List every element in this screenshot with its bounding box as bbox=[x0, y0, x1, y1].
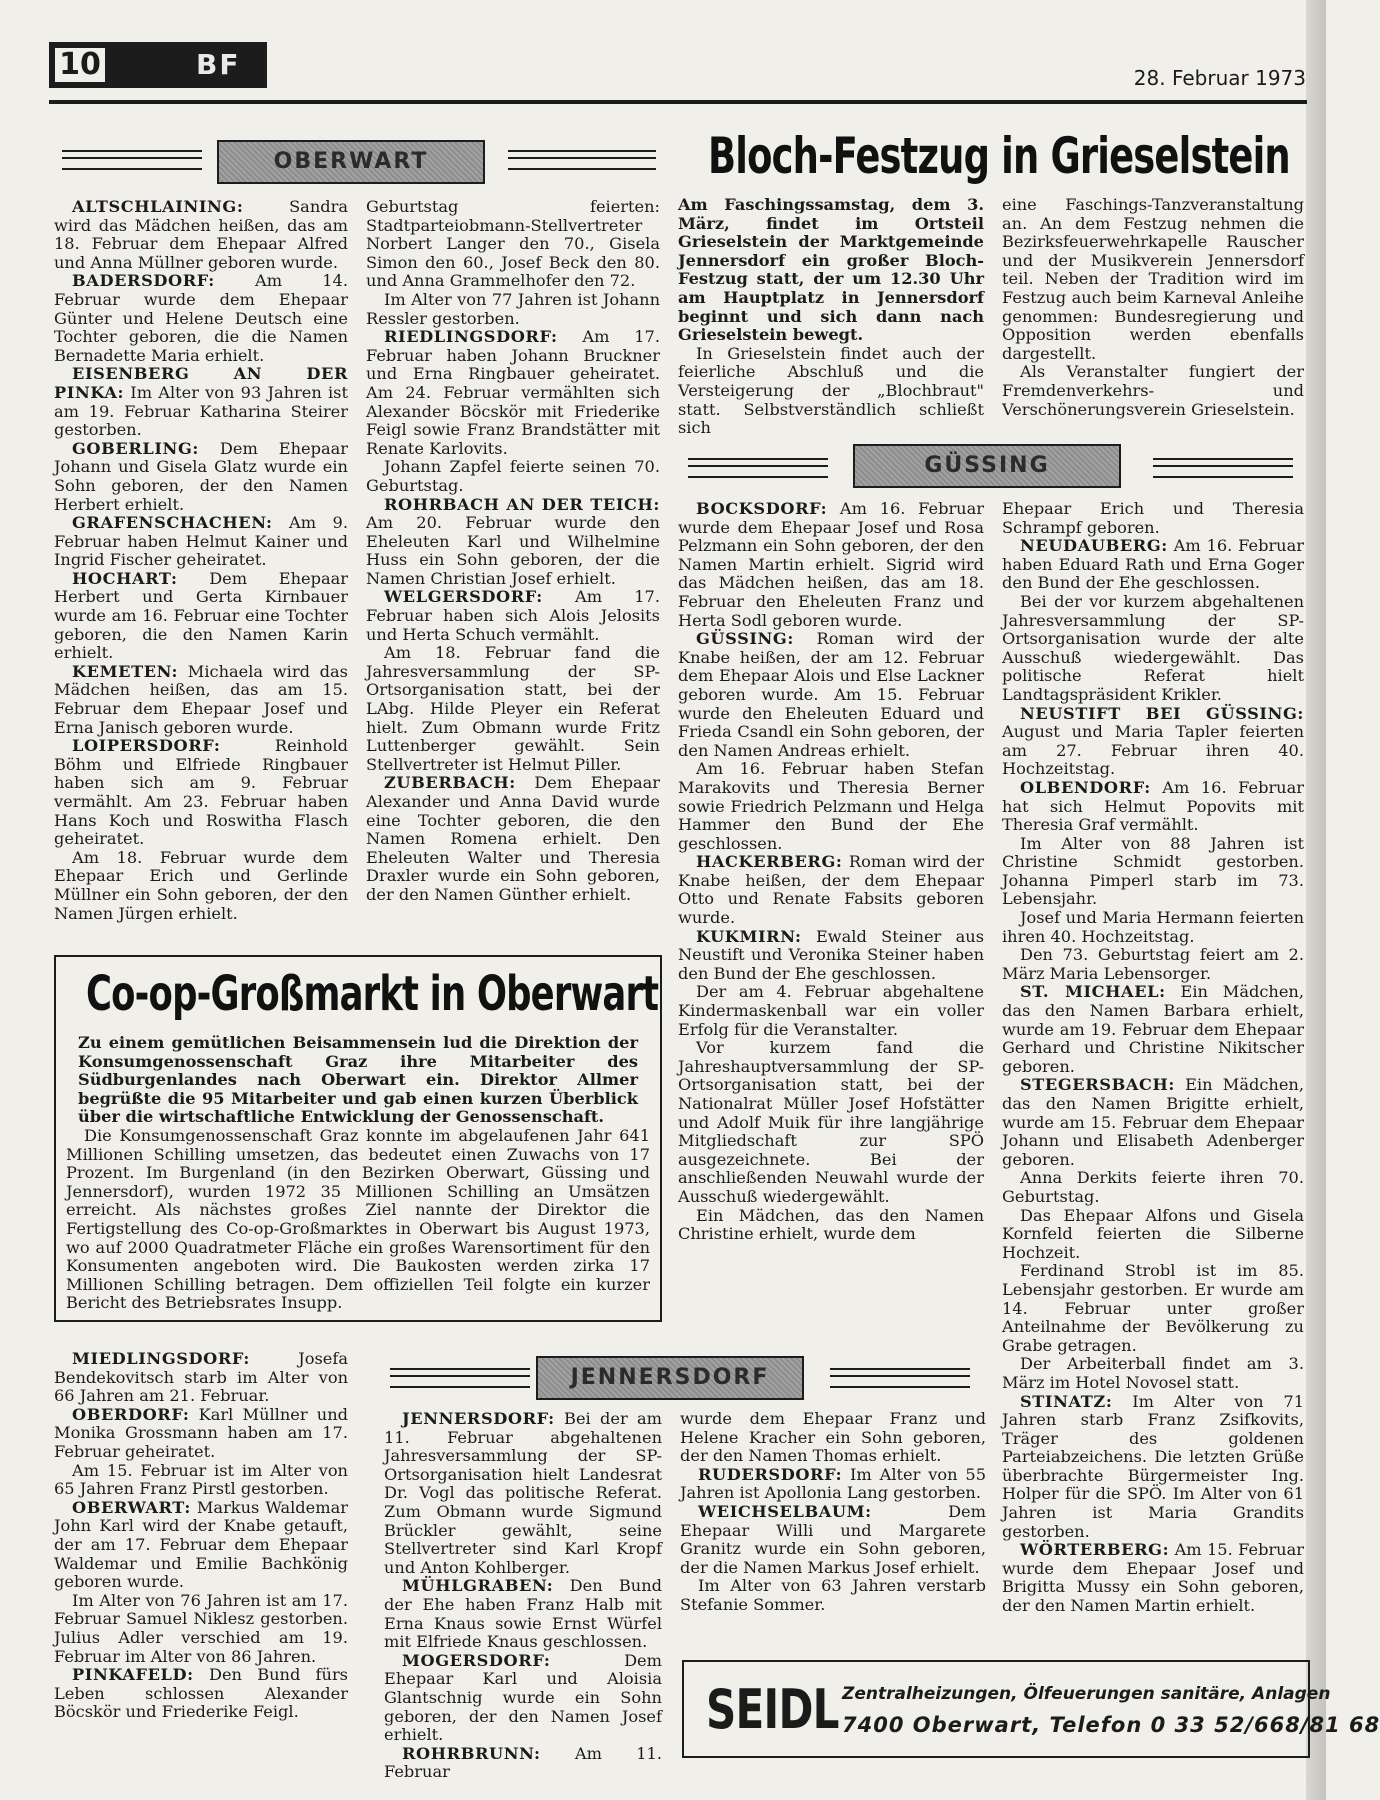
place-name: MIEDLINGSDORF: bbox=[72, 1349, 251, 1368]
bloch-paragraph: eine Faschings-Tanzveranstaltung an. An dem Festzug nehmen die Bezirksfeuerwehrkapelle Rauscher und der Musikverein Jennersdorf teil. Neben der Tradition wird im Festzug auch beim Karneval Anleihe genommen: Bundesregierung und Opposition werden ebenfalls dargestellt. bbox=[1002, 195, 1304, 363]
news-item bbox=[54, 198, 348, 272]
place-name: WELGERSDORF: bbox=[384, 587, 543, 607]
news-item bbox=[678, 983, 984, 1039]
place-name: ST. MICHAEL: bbox=[1020, 982, 1166, 1002]
news-item bbox=[1002, 1355, 1304, 1392]
column-oberwart-3 bbox=[54, 1350, 348, 1722]
news-item bbox=[1002, 946, 1304, 983]
section-rule-right bbox=[830, 1368, 970, 1388]
news-text: Vor kurzem fand die Jahreshauptversammlung der SP-Ortsorganisation statt, bei der Nationalrat Müller Josef Hofstätter und Adolf Muik für ihre langjährige Mitgliedschaft zur SPÖ ausgezeichnete. Bei der anschließenden Neuwahl wurde der Ausschuß wiedergewählt. bbox=[678, 1038, 984, 1206]
news-item bbox=[366, 458, 660, 495]
news-text: Roman wird der Knabe heißen, der am 12. Februar dem Ehepaar Alois und Else Lackner geboren wurde. Am 15. Februar wurde den Eheleuten Eduard und Frieda Csandl ein Sohn geboren, der den Namen Andreas erhielt. bbox=[678, 629, 984, 760]
news-item bbox=[366, 774, 660, 904]
news-item bbox=[54, 514, 348, 570]
place-name: WÖRTERBERG: bbox=[1020, 1540, 1170, 1560]
news-item bbox=[384, 1652, 662, 1745]
news-text: Ein Mädchen, das den Namen Brigitte erhielt, wurde am 15. Februar dem Ehepaar Johann und Elisabeth Adenberger geboren. bbox=[1002, 1075, 1304, 1169]
header-rule bbox=[49, 100, 1307, 104]
news-text: Geburtstag feierten: Stadtparteiobmann-Stellvertreter Norbert Langer den 70., Gisela Simon den 60., Josef Beck den 80. und Anna Grammelhofer den 72. bbox=[366, 197, 660, 291]
news-text: Den 73. Geburtstag feiert am 2. März Maria Lebensorger. bbox=[1002, 945, 1304, 983]
news-item bbox=[678, 760, 984, 853]
news-item bbox=[384, 1577, 662, 1651]
news-item bbox=[54, 365, 348, 439]
news-item bbox=[54, 1666, 348, 1722]
news-text: Ferdinand Strobl ist im 85. Lebensjahr gestorben. Er wurde am 14. Februar unter großer Anteilnahme der Bevölkerung zu Grabe getragen. bbox=[1002, 1261, 1304, 1355]
news-item bbox=[54, 737, 348, 849]
news-text: Den Bund fürs Leben schlossen Alexander Böcskör und Friederike Feigl. bbox=[54, 1665, 348, 1722]
news-item bbox=[678, 1039, 984, 1206]
news-text: Josef und Maria Hermann feierten ihren 40. Hochzeitstag. bbox=[1002, 908, 1304, 946]
place-name: GRAFENSCHACHEN: bbox=[72, 513, 273, 533]
issue-date: 28. Februar 1973 bbox=[1133, 66, 1306, 90]
news-item bbox=[678, 928, 984, 984]
news-item bbox=[680, 1503, 986, 1577]
news-text: Ein Mädchen, das den Namen Christine erhielt, wurde dem bbox=[678, 1205, 984, 1244]
column-oberwart-1 bbox=[54, 198, 348, 923]
section-rule-left bbox=[390, 1368, 530, 1388]
section-code: BF bbox=[196, 48, 241, 81]
bloch-article-right bbox=[1002, 196, 1304, 419]
place-name: OBERWART: bbox=[72, 1497, 191, 1517]
news-item bbox=[54, 1592, 348, 1666]
headline-bloch-festzug: Bloch-Festzug in Grieselstein bbox=[708, 127, 1290, 185]
bloch-paragraph: Als Veranstalter fungiert der Fremdenverkehrs- und Verschönerungsverein Grieselstein. bbox=[1002, 362, 1304, 419]
news-text: Am 15. Februar ist im Alter von 65 Jahren Franz Pirstl gestorben. bbox=[54, 1460, 348, 1499]
place-name: HOCHART: bbox=[72, 568, 178, 588]
place-name: BOCKSDORF: bbox=[696, 499, 828, 518]
news-text: Am 16. Februar hat sich Helmut Popovits mit Theresia Graf vermählt. bbox=[1002, 777, 1304, 835]
news-text: Anna Derkits feierte ihren 70. Geburtstag. bbox=[1002, 1168, 1304, 1206]
news-item bbox=[678, 853, 984, 927]
column-guessing-2 bbox=[1002, 500, 1304, 1616]
news-text: Ewald Steiner aus Neustift und Veronika Steiner haben den Bund der Ehe geschlossen. bbox=[678, 926, 984, 983]
news-text: Im Alter von 88 Jahren ist Christine Schmidt gestorben. Johanna Pimperl starb im 73. Lebensjahr. bbox=[1002, 833, 1304, 909]
news-item bbox=[366, 588, 660, 644]
news-item bbox=[680, 1577, 986, 1614]
coop-lead: Zu einem gemütlichen Beisammensein lud die Direktion der Konsumgenossenschaft Graz ihre Mitarbeiter des Südburgenlandes nach Oberwart ein. Direktor Allmer begrüßte die 95 Mitarbeiter und gab einen kurzen Überblick über die wirtschaftliche Entwicklung der Genossenschaft. bbox=[78, 1033, 638, 1127]
news-text: Das Ehepaar Alfons und Gisela Kornfeld feierten die Silberne Hochzeit. bbox=[1002, 1205, 1304, 1262]
news-item bbox=[1002, 909, 1304, 946]
news-text: Der am 4. Februar abgehaltene Kindermaskenball war ein voller Erfolg für die Veranstalter. bbox=[678, 982, 984, 1039]
news-text: Dem Ehepaar Herbert und Gerta Kirnbauer wurde am 16. Februar eine Tochter geboren, die den Namen Karin erhielt. bbox=[54, 568, 348, 663]
page-number: 10 bbox=[53, 46, 107, 84]
news-item bbox=[54, 440, 348, 514]
news-text: Im Alter von 93 Jahren ist am 19. Februar Katharina Steirer gestorben. bbox=[54, 382, 348, 440]
news-text: Johann Zapfel feierte seinen 70. Geburtstag. bbox=[366, 457, 660, 495]
bloch-paragraph: In Grieselstein findet auch der feierliche Abschluß und die Versteigerung der „Blochbraut" statt. Selbstverständlich schließt sich bbox=[678, 343, 984, 438]
news-text: Am 20. Februar wurde den Eheleuten Karl und Wilhelmine Huss ein Sohn geboren, der die Namen Christian Josef erhielt. bbox=[366, 513, 660, 588]
news-text: Im Alter von 63 Jahren verstarb Stefanie Sommer. bbox=[680, 1576, 986, 1614]
news-item bbox=[366, 496, 660, 589]
news-item bbox=[54, 663, 348, 737]
section-rule-left bbox=[688, 458, 828, 478]
news-text: Sandra wird das Mädchen heißen, das am 18. Februar dem Ehepaar Alfred und Anna Müllner geboren wurde. bbox=[54, 197, 348, 272]
news-text: Am 16. Februar wurde dem Ehepaar Josef und Rosa Pelzmann ein Sohn geboren, der den Namen Martin erhielt. Sigrid wird das Mädchen heißen, das am 18. Februar den Eheleuten Franz und Herta Sodl geboren wurde. bbox=[678, 499, 984, 630]
news-item bbox=[366, 291, 660, 328]
news-item bbox=[366, 328, 660, 458]
news-item bbox=[1002, 983, 1304, 1076]
news-text: Am 16. Februar haben Eduard Rath und Erna Goger den Bund der Ehe geschlossen. bbox=[1002, 536, 1304, 593]
news-item bbox=[678, 500, 984, 630]
column-guessing-1 bbox=[678, 500, 984, 1244]
column-oberwart-2 bbox=[366, 198, 660, 905]
news-text: Am 16. Februar haben Stefan Marakovits und Theresia Berner sowie Friedrich Pelzmann und Helga Hammer den Bund der Ehe geschlossen. bbox=[678, 759, 984, 853]
place-name: MOGERSDORF: bbox=[402, 1650, 551, 1670]
news-text: Am 18. Februar fand die Jahresversammlung der SP-Ortsorganisation statt, bei der LAbg. Hilde Pleyer ein Referat hielt. Zum Obmann wurde Fritz Luttenberger gewählt. Sein Stellvertreter ist Helmut Piller. bbox=[366, 643, 660, 774]
bloch-article-left bbox=[678, 196, 984, 438]
news-text: Im Alter von 76 Jahren ist am 17. Februar Samuel Niklesz gestorben. Julius Adler verschied am 19. Februar im Alter von 86 Jahren. bbox=[54, 1590, 348, 1666]
news-text: Ehepaar Erich und Theresia Schrampf geboren. bbox=[1002, 499, 1304, 537]
news-item bbox=[1002, 705, 1304, 779]
news-item bbox=[54, 849, 348, 923]
place-name: NEUDAUBERG: bbox=[1020, 536, 1168, 556]
column-jennersdorf-2 bbox=[680, 1410, 986, 1615]
section-rule-right bbox=[508, 150, 656, 170]
place-name: MÜHLGRABEN: bbox=[402, 1576, 554, 1596]
news-item bbox=[54, 1462, 348, 1499]
news-text: Am 15. Februar wurde dem Ehepaar Josef und Brigitta Mussy ein Sohn geboren, der den Namen Martin erhielt. bbox=[1002, 1540, 1304, 1616]
news-item bbox=[678, 1207, 984, 1244]
news-text: Markus Waldemar John Karl wird der Knabe getauft, der am 17. Februar dem Ehepaar Waldemar und Emilie Bachkönig geboren wurde. bbox=[54, 1497, 348, 1592]
news-text: Ein Mädchen, das den Namen Barbara erhielt, wurde am 19. Februar dem Ehepaar Gerhard und Christine Nikitscher geboren. bbox=[1002, 982, 1304, 1076]
place-name: NEUSTIFT BEI GÜSSING: bbox=[1020, 703, 1304, 723]
news-text: Dem Ehepaar Johann und Gisela Glatz wurde ein Sohn geboren, der den Namen Herbert erhielt. bbox=[54, 438, 348, 514]
place-name: RIEDLINGSDORF: bbox=[384, 327, 558, 347]
seidl-services: Zentralheizungen, Ölfeuerungen sanitäre, Anlagen bbox=[842, 1684, 1331, 1704]
news-item bbox=[366, 198, 660, 291]
news-item bbox=[54, 570, 348, 663]
news-item bbox=[1002, 1207, 1304, 1263]
bloch-lead: Am Faschingssamstag, dem 3. März, findet im Ortsteil Grieselstein der Marktgemeinde Jennersdorf ein großer Bloch-Festzug statt, der um 12.30 Uhr am Hauptplatz in Jennersdorf beginnt und sich dann nach Grieselstein bewegt. bbox=[678, 195, 984, 345]
news-item bbox=[54, 272, 348, 365]
place-name: WEICHSELBAUM: bbox=[698, 1501, 872, 1521]
section-label-guessing: GÜSSING bbox=[853, 444, 1121, 488]
place-name: ROHRBRUNN: bbox=[402, 1743, 541, 1763]
news-item bbox=[1002, 1262, 1304, 1355]
place-name: EISENBERG AN DER PINKA: bbox=[54, 364, 348, 402]
news-item bbox=[1002, 500, 1304, 537]
news-text: Am 18. Februar wurde dem Ehepaar Erich und Gerlinde Müllner ein Sohn geboren, der den Namen Jürgen erhielt. bbox=[54, 847, 348, 923]
news-text: Am 9. Februar haben Helmut Kainer und Ingrid Fischer geheiratet. bbox=[54, 513, 348, 570]
place-name: ZUBERBACH: bbox=[384, 773, 516, 793]
news-text: Michaela wird das Mädchen heißen, das am 15. Februar dem Ehepaar Josef und Erna Janisch geboren wurde. bbox=[54, 661, 348, 737]
news-text: Roman wird der Knabe heißen, der dem Ehepaar Otto und Renate Fabsits geboren wurde. bbox=[678, 852, 984, 928]
section-rule-right bbox=[1153, 458, 1293, 478]
news-item bbox=[680, 1410, 986, 1466]
news-item bbox=[54, 1350, 348, 1406]
news-item bbox=[366, 644, 660, 774]
news-item bbox=[1002, 1541, 1304, 1615]
section-label-jennersdorf: JENNERSDORF bbox=[536, 1356, 804, 1400]
news-text: Dem Ehepaar Karl und Aloisia Glantschnig wurde ein Sohn geboren, der den Namen Josef erhielt. bbox=[384, 1650, 662, 1745]
news-text: Reinhold Böhm und Elfriede Ringbauer haben sich am 9. Februar vermählt. Am 23. Februar haben Hans Koch und Roswitha Flasch geheiratet. bbox=[54, 736, 348, 849]
news-item bbox=[54, 1499, 348, 1592]
news-text: Im Alter von 77 Jahren ist Johann Ressler gestorben. bbox=[366, 289, 660, 328]
news-text: August und Maria Tapler feierten am 27. Februar ihren 40. Hochzeitstag. bbox=[1002, 722, 1304, 779]
place-name: JENNERSDORF: bbox=[402, 1409, 555, 1428]
news-item bbox=[1002, 593, 1304, 705]
news-text: Im Alter von 71 Jahren starb Franz Zsifkovits, Träger des goldenen Parteiabzeichens. Die letzten Grüße überbrachte Bürgermeister Ing. Holper für die SPÖ. Im Alter von 61 Jahren ist Maria Grandits gestorben. bbox=[1002, 1391, 1304, 1541]
place-name: LOIPERSDORF: bbox=[72, 736, 221, 756]
news-text: Karl Müllner und Monika Grossmann haben am 17. Februar geheiratet. bbox=[54, 1404, 348, 1461]
news-item bbox=[1002, 537, 1304, 593]
column-jennersdorf-1 bbox=[384, 1410, 662, 1782]
seidl-brand-name: SEIDL bbox=[706, 1678, 839, 1741]
news-text: Bei der vor kurzem abgehaltenen Jahresversammlung der SP-Ortsorganisation wurde der alte Ausschuß wiedergewählt. Das politische Referat hielt Landtagspräsident Krikler. bbox=[1002, 591, 1304, 704]
place-name: STINATZ: bbox=[1020, 1391, 1113, 1411]
news-item bbox=[678, 630, 984, 760]
place-name: RUDERSDORF: bbox=[698, 1464, 843, 1484]
news-item bbox=[384, 1745, 662, 1782]
news-text: Am 11. Februar bbox=[384, 1743, 662, 1782]
news-item bbox=[1002, 779, 1304, 835]
news-text: Am 17. Februar haben sich Alois Jelosits und Herta Schuch vermählt. bbox=[366, 587, 660, 644]
news-text: Dem Ehepaar Willi und Margarete Granitz wurde ein Sohn geboren, der die Namen Markus Josef erhielt. bbox=[680, 1501, 986, 1577]
news-text: Bei der am 11. Februar abgehaltenen Jahresversammlung der SP-Ortsorganisation hielt Landesrat Dr. Vogl das politische Referat. Zum Obmann wurde Sigmund Brückler gewählt, seine Stellvertreter sind Karl Kropf und Anton Kohlberger. bbox=[384, 1409, 662, 1577]
place-name: OBERDORF: bbox=[72, 1404, 190, 1424]
section-label-oberwart: OBERWART bbox=[217, 140, 485, 184]
coop-body: Die Konsumgenossenschaft Graz konnte im abgelaufenen Jahr 641 Millionen Schilling umsetzen, das bedeutet einen Zuwachs von 17 Prozent. Im Burgenland (in den Bezirken Oberwart, Güssing und Jennersdorf), wurden 1972 35 Millionen Schilling an Umsätzen erreicht. Als nächstes großes Ziel nannte der Direktor die Fertigstellung des Co-op-Großmarktes in Oberwart bis August 1973, wo auf 2000 Quadratmeter Fläche ein großes Warensortiment für den Konsumenten angeboten wird. Die Baukosten werden zirka 17 Millionen Schilling betragen. Dem offiziellen Teil folgte ein kurzer Bericht des Betriebsrates Insupp. bbox=[66, 1125, 650, 1313]
headline-coop-grossmarkt: Co-op-Großmarkt in Oberwart bbox=[86, 966, 659, 1022]
place-name: PINKAFELD: bbox=[72, 1665, 194, 1685]
place-name: GOBERLING: bbox=[72, 438, 199, 458]
news-item bbox=[1002, 835, 1304, 909]
seidl-address-phone: 7400 Oberwart, Telefon 0 33 52/668/81 68 bbox=[842, 1713, 1380, 1737]
place-name: BADERSDORF: bbox=[72, 271, 215, 291]
news-item bbox=[384, 1410, 662, 1577]
news-text: wurde dem Ehepaar Franz und Helene Kracher ein Sohn geboren, der den Namen Thomas erhielt. bbox=[680, 1409, 986, 1466]
news-text: Am 14. Februar wurde dem Ehepaar Günter und Helene Deutsch eine Tochter geboren, die die Namen Bernadette Maria erhielt. bbox=[54, 271, 348, 365]
place-name: ROHRBACH AN DER TEICH: bbox=[384, 494, 660, 514]
news-text: Josefa Bendekovitsch starb im Alter von 66 Jahren am 21. Februar. bbox=[54, 1349, 348, 1406]
place-name: HACKERBERG: bbox=[696, 852, 843, 872]
news-text: Den Bund der Ehe haben Franz Halb mit Erna Knaus sowie Ernst Würfel mit Elfriede Knaus geschlossen. bbox=[384, 1576, 662, 1652]
section-rule-left bbox=[62, 150, 202, 170]
news-item bbox=[54, 1406, 348, 1462]
place-name: KEMETEN: bbox=[72, 661, 179, 681]
place-name: STEGERSBACH: bbox=[1020, 1075, 1175, 1095]
place-name: KUKMIRN: bbox=[696, 926, 802, 946]
place-name: GÜSSING: bbox=[696, 629, 794, 649]
news-text: Der Arbeiterball findet am 3. März im Hotel Novosel statt. bbox=[1002, 1354, 1304, 1392]
news-item bbox=[1002, 1076, 1304, 1169]
news-text: Im Alter von 55 Jahren ist Apollonia Lang gestorben. bbox=[680, 1464, 986, 1503]
place-name: ALTSCHLAINING: bbox=[72, 197, 244, 216]
news-item bbox=[1002, 1393, 1304, 1542]
page-edge-shadow bbox=[1306, 0, 1326, 1800]
news-item bbox=[1002, 1169, 1304, 1206]
news-text: Dem Ehepaar Alexander und Anna David wurde eine Tochter geboren, die den Namen Romena erhielt. Den Eheleuten Walter und Theresia Draxler wurde ein Sohn geboren, der den Namen Günther erhielt. bbox=[366, 773, 660, 904]
news-text: Am 17. Februar haben Johann Bruckner und Erna Ringbauer geheiratet. Am 24. Februar vermählten sich Alexander Böcskör mit Friederike Feigl sowie Franz Brandstätter mit Renate Karlovits. bbox=[366, 327, 660, 458]
news-item bbox=[680, 1466, 986, 1503]
place-name: OLBENDORF: bbox=[1020, 777, 1151, 797]
coop-article-text bbox=[66, 1034, 650, 1313]
